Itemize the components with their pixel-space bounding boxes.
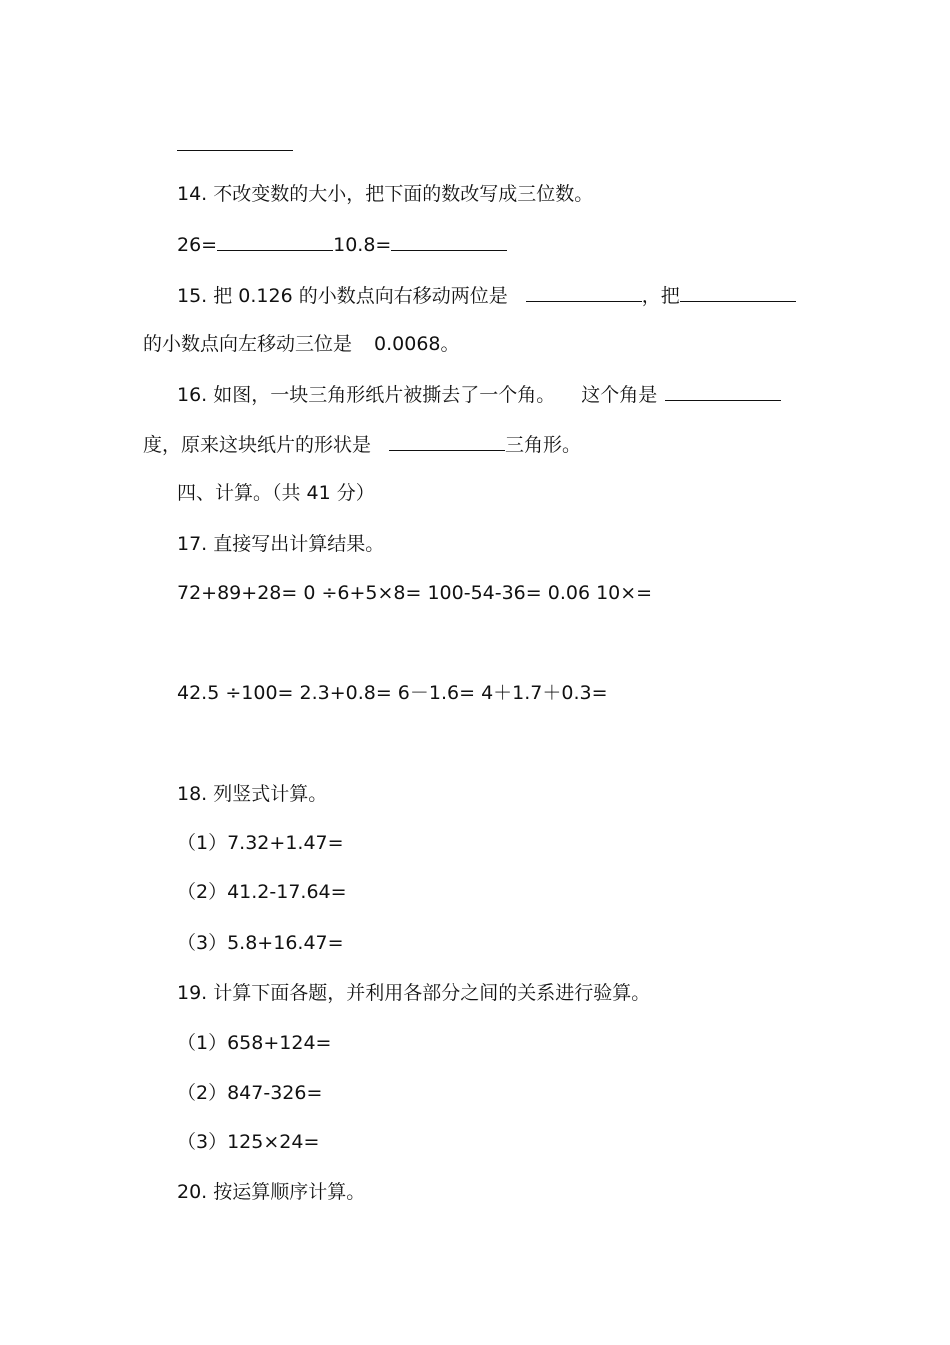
q16-text: 16. 如图，一块三角形纸片被撕去了一个角。 [177,384,556,406]
q15-text: 15. 把 0.126 的小数点向右移动两位是 [177,285,508,307]
question-19-title: 19. 计算下面各题，并利用各部分之间的关系进行验算。 [177,982,651,1004]
question-18-item-1: （1）7.32+1.47= [177,832,344,854]
question-18-item-2: （2）41.2-17.64= [177,881,347,903]
blank [177,132,293,151]
q16-blank-1 [665,382,781,401]
q16-text-2: 这个角是 [581,384,658,406]
q15-blank-1 [526,283,642,302]
question-20-title: 20. 按运算顺序计算。 [177,1181,366,1203]
question-15-line1 [177,283,796,308]
question-17-row-2: 42.5 ÷100= 2.3+0.8= 6－1.6= 4＋1.7＋0.3= [177,682,608,704]
q16-blank-2 [389,432,505,451]
q15-blank-2 [680,283,796,302]
question-16-line1 [177,382,781,407]
q15-text-2: ，把 [641,285,680,307]
q14-a-label: 26= [177,234,218,256]
question-19-item-2: （2）847-326= [177,1082,323,1104]
question-18-title: 18. 列竖式计算。 [177,783,328,805]
question-18-item-3: （3）5.8+16.47= [177,932,344,954]
q15-value: 0.0068。 [374,333,460,355]
q15-line2-text: 的小数点向左移动三位是 [143,333,353,355]
q14-a-blank [217,232,333,251]
q14-b-blank [391,232,507,251]
question-19-item-1: （1）658+124= [177,1032,332,1054]
section-4-heading: 四、计算。（共 41 分） [177,482,375,504]
q16-line2-text: 度，原来这块纸片的形状是 [143,434,372,456]
question-17-row-1: 72+89+28= 0 ÷6+5×8= 100-54-36= 0.06 10×= [177,582,653,604]
question-17-title: 17. 直接写出计算结果。 [177,533,385,555]
question-16-line2 [143,432,581,457]
answer-blank-top [177,132,293,157]
q14-b-label: 10.8= [333,234,392,256]
question-14-answers [177,232,507,257]
question-14-title: 14. 不改变数的大小，把下面的数改写成三位数。 [177,183,594,205]
question-19-item-3: （3）125×24= [177,1131,320,1153]
q16-line2-end: 三角形。 [505,434,582,456]
question-15-line2 [143,332,460,356]
